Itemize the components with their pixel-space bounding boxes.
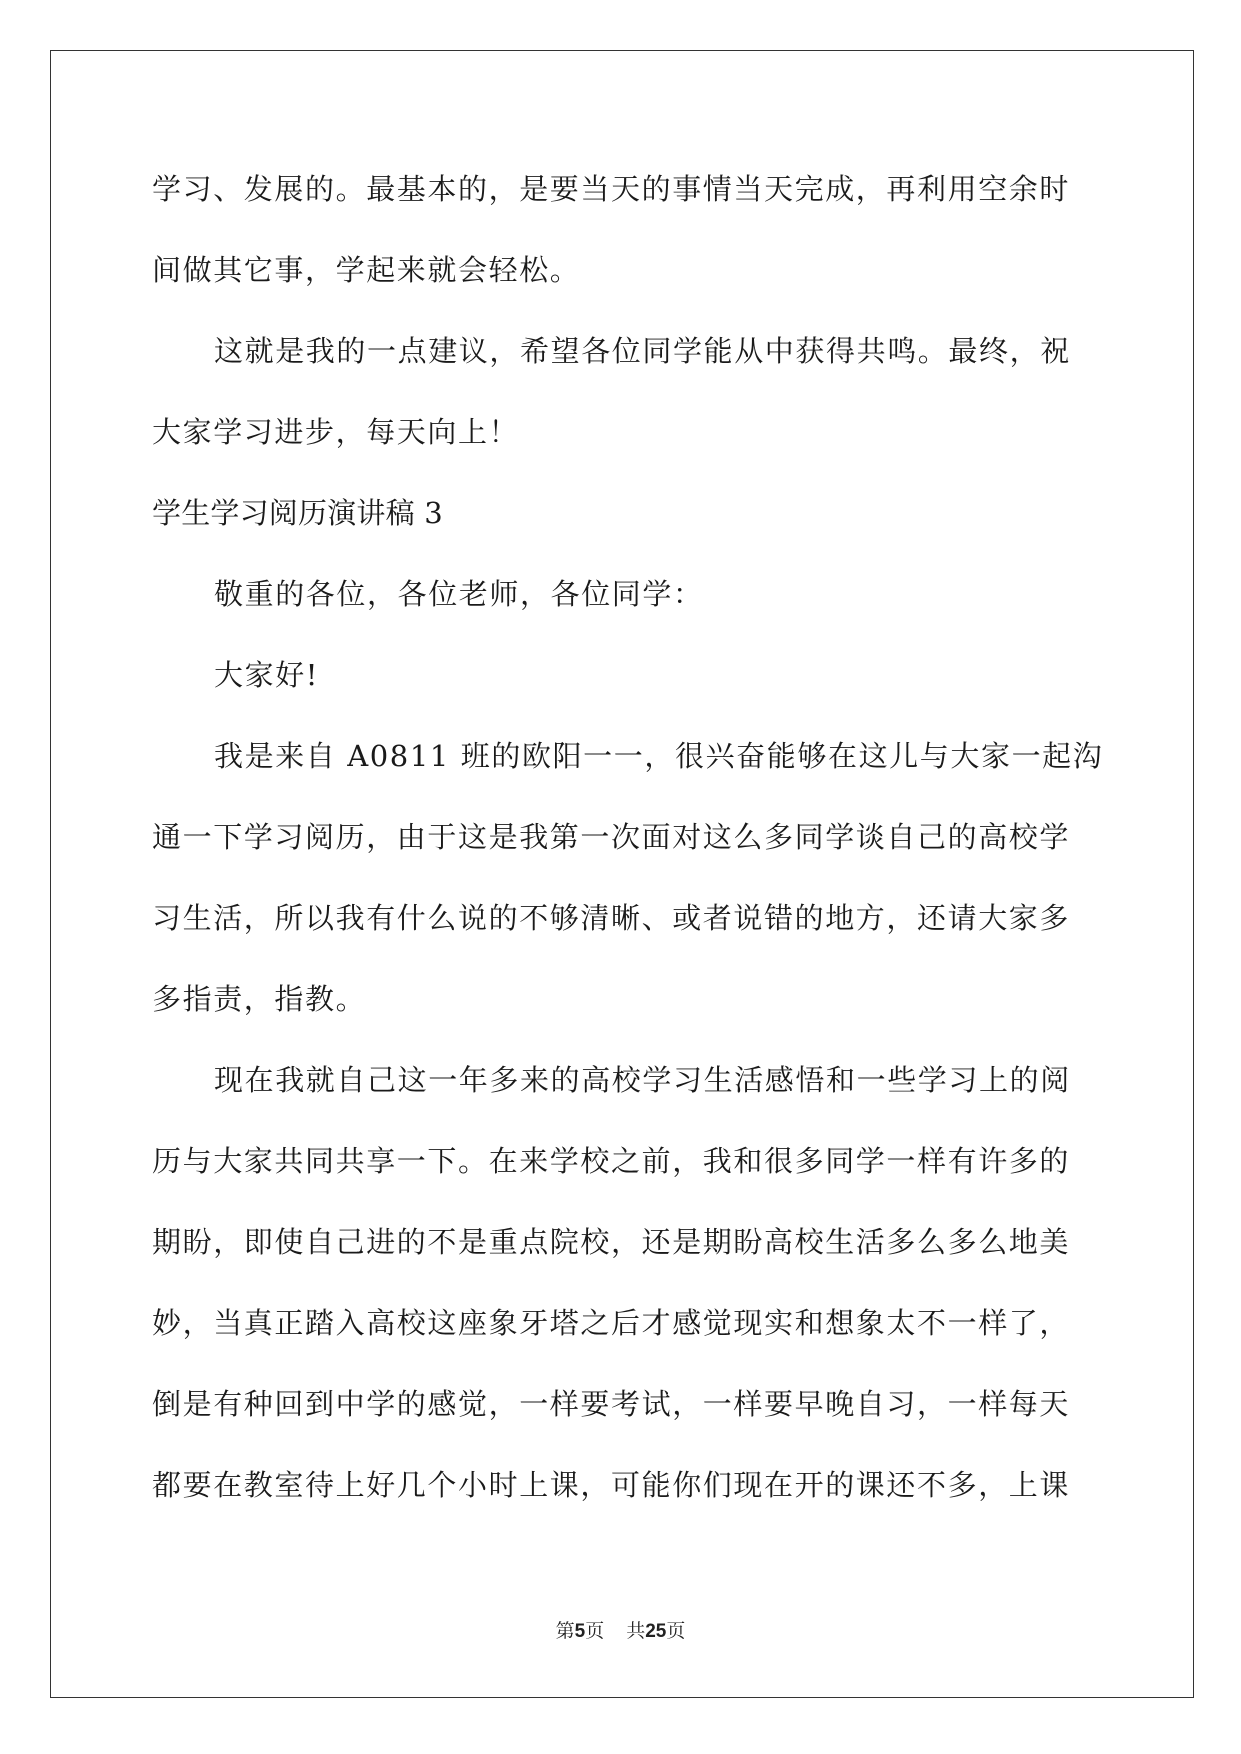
section-heading: 学生学习阅历演讲稿 3 (152, 496, 443, 530)
footer-page-number: 5 (574, 1621, 586, 1642)
text-line-3: 这就是我的一点建议，希望各位同学能从中获得共鸣。最终，祝 (214, 334, 1071, 368)
document-body (152, 158, 1104, 1535)
text-line-9: 通一下学习阅历，由于这是我第一次面对这么多同学谈自己的高校学 (152, 820, 1071, 854)
text-line-15: 妙，当真正踏入高校这座象牙塔之后才感觉现实和想象太不一样了， (152, 1306, 1071, 1340)
text-line-10: 习生活，所以我有什么说的不够清晰、或者说错的地方，还请大家多 (152, 901, 1071, 935)
text-line-11: 多指责，指教。 (152, 982, 367, 1016)
greeting: 大家好! (214, 658, 320, 692)
text-line-4: 大家学习进步，每天向上！ (152, 415, 520, 449)
footer-total-suffix: 页 (666, 1620, 686, 1642)
text-line-17: 都要在教室待上好几个小时上课，可能你们现在开的课还不多，上课 (152, 1468, 1071, 1502)
text-line-13: 历与大家共同共享一下。在来学校之前，我和很多同学一样有许多的 (152, 1144, 1071, 1178)
salutation: 敬重的各位，各位老师，各位同学： (214, 577, 704, 611)
footer-page-prefix: 第 (555, 1620, 575, 1642)
footer-total-number: 25 (645, 1621, 667, 1642)
text-line-12: 现在我就自己这一年多来的高校学习生活感悟和一些学习上的阅 (214, 1063, 1071, 1097)
page-footer (0, 1616, 1241, 1643)
text-line-2: 间做其它事，学起来就会轻松。 (152, 253, 581, 287)
text-line-8: 我是来自 A0811 班的欧阳一一，很兴奋能够在这儿与大家一起沟 (214, 739, 1104, 773)
text-line-16: 倒是有种回到中学的感觉，一样要考试，一样要早晚自习，一样每天 (152, 1387, 1071, 1421)
text-line-1: 学习、发展的。最基本的，是要当天的事情当天完成，再利用空余时 (152, 172, 1071, 206)
footer-total-prefix: 共 (626, 1620, 646, 1642)
footer-page-suffix: 页 (585, 1620, 605, 1642)
text-line-14: 期盼，即使自己进的不是重点院校，还是期盼高校生活多么多么地美 (152, 1225, 1071, 1259)
